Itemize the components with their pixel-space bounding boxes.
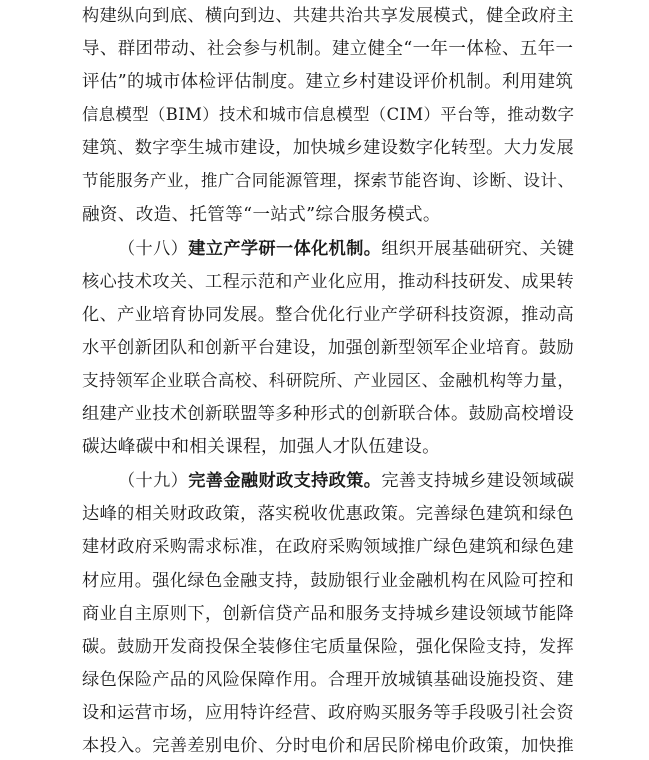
paragraph-line: 碳。鼓励开发商投保全装修住宅质量保险，强化保险支持，发挥 bbox=[82, 636, 575, 657]
section-19-title: 完善金融财政支持政策。 bbox=[188, 471, 382, 492]
section-18-title: 建立产学研一体化机制。 bbox=[188, 238, 382, 259]
section-19-first-line bbox=[118, 469, 574, 493]
paragraph-line: 绿色保险产品的风险保障作用。合理开放城镇基础设施投资、建 bbox=[82, 669, 575, 690]
paragraph-line: 融资、改造、托管等“一站式”综合服务模式。 bbox=[82, 204, 441, 225]
paragraph-line: 建筑、数字孪生城市建设，加快城乡建设数字化转型。大力发展 bbox=[82, 138, 575, 159]
section-18-first-line bbox=[118, 237, 574, 261]
section-18-first-line-text: 组织开展基础研究、关键 bbox=[381, 238, 575, 259]
paragraph-line: 导、群团带动、社会参与机制。建立健全“一年一体检、五年一 bbox=[82, 39, 574, 60]
paragraph-line: 建材政府采购需求标准，在政府采购领域推广绿色建筑和绿色建 bbox=[82, 537, 575, 558]
paragraph-line: 本投入。完善差别电价、分时电价和居民阶梯电价政策，加快推 bbox=[82, 736, 575, 756]
paragraph-line: 节能服务产业，推广合同能源管理，探索节能咨询、诊断、设计、 bbox=[82, 171, 575, 191]
paragraph-line: 碳达峰碳中和相关课程，加强人才队伍建设。 bbox=[82, 437, 440, 458]
paragraph-line: 材应用。强化绿色金融支持，鼓励银行业金融机构在风险可控和 bbox=[82, 570, 575, 591]
paragraph-line: 评估”的城市体检评估制度。建立乡村建设评价机制。利用建筑 bbox=[82, 72, 574, 93]
section-19-number: （十九） bbox=[118, 471, 189, 492]
paragraph-line: 核心技术攻关、工程示范和产业化应用，推动科技研发、成果转 bbox=[82, 271, 575, 292]
paragraph-line: 构建纵向到底、横向到边、共建共治共享发展模式，健全政府主 bbox=[82, 6, 575, 26]
paragraph-line: 组建产业技术创新联盟等多种形式的创新联合体。鼓励高校增设 bbox=[82, 404, 575, 425]
paragraph-line: 达峰的相关财政政策，落实税收优惠政策。完善绿色建筑和绿色 bbox=[82, 504, 575, 525]
paragraph-line: 商业自主原则下，创新信贷产品和服务支持城乡建设领域节能降 bbox=[82, 603, 575, 624]
paragraph-line: 水平创新团队和创新平台建设，加强创新型领军企业培育。鼓励 bbox=[82, 337, 575, 358]
paragraph-line: 支持领军企业联合高校、科研院所、产业园区、金融机构等力量， bbox=[82, 371, 575, 390]
paragraph-line: 设和运营市场，应用特许经营、政府购买服务等手段吸引社会资 bbox=[82, 702, 575, 723]
paragraph-line: 化、产业培育协同发展。整合优化行业产学研科技资源，推动高 bbox=[82, 304, 575, 325]
section-18-number: （十八） bbox=[118, 238, 189, 259]
section-19-first-line-text: 完善支持城乡建设领域碳 bbox=[381, 471, 575, 492]
paragraph-line: 信息模型（BIM）技术和城市信息模型（CIM）平台等，推动数字 bbox=[82, 105, 575, 125]
